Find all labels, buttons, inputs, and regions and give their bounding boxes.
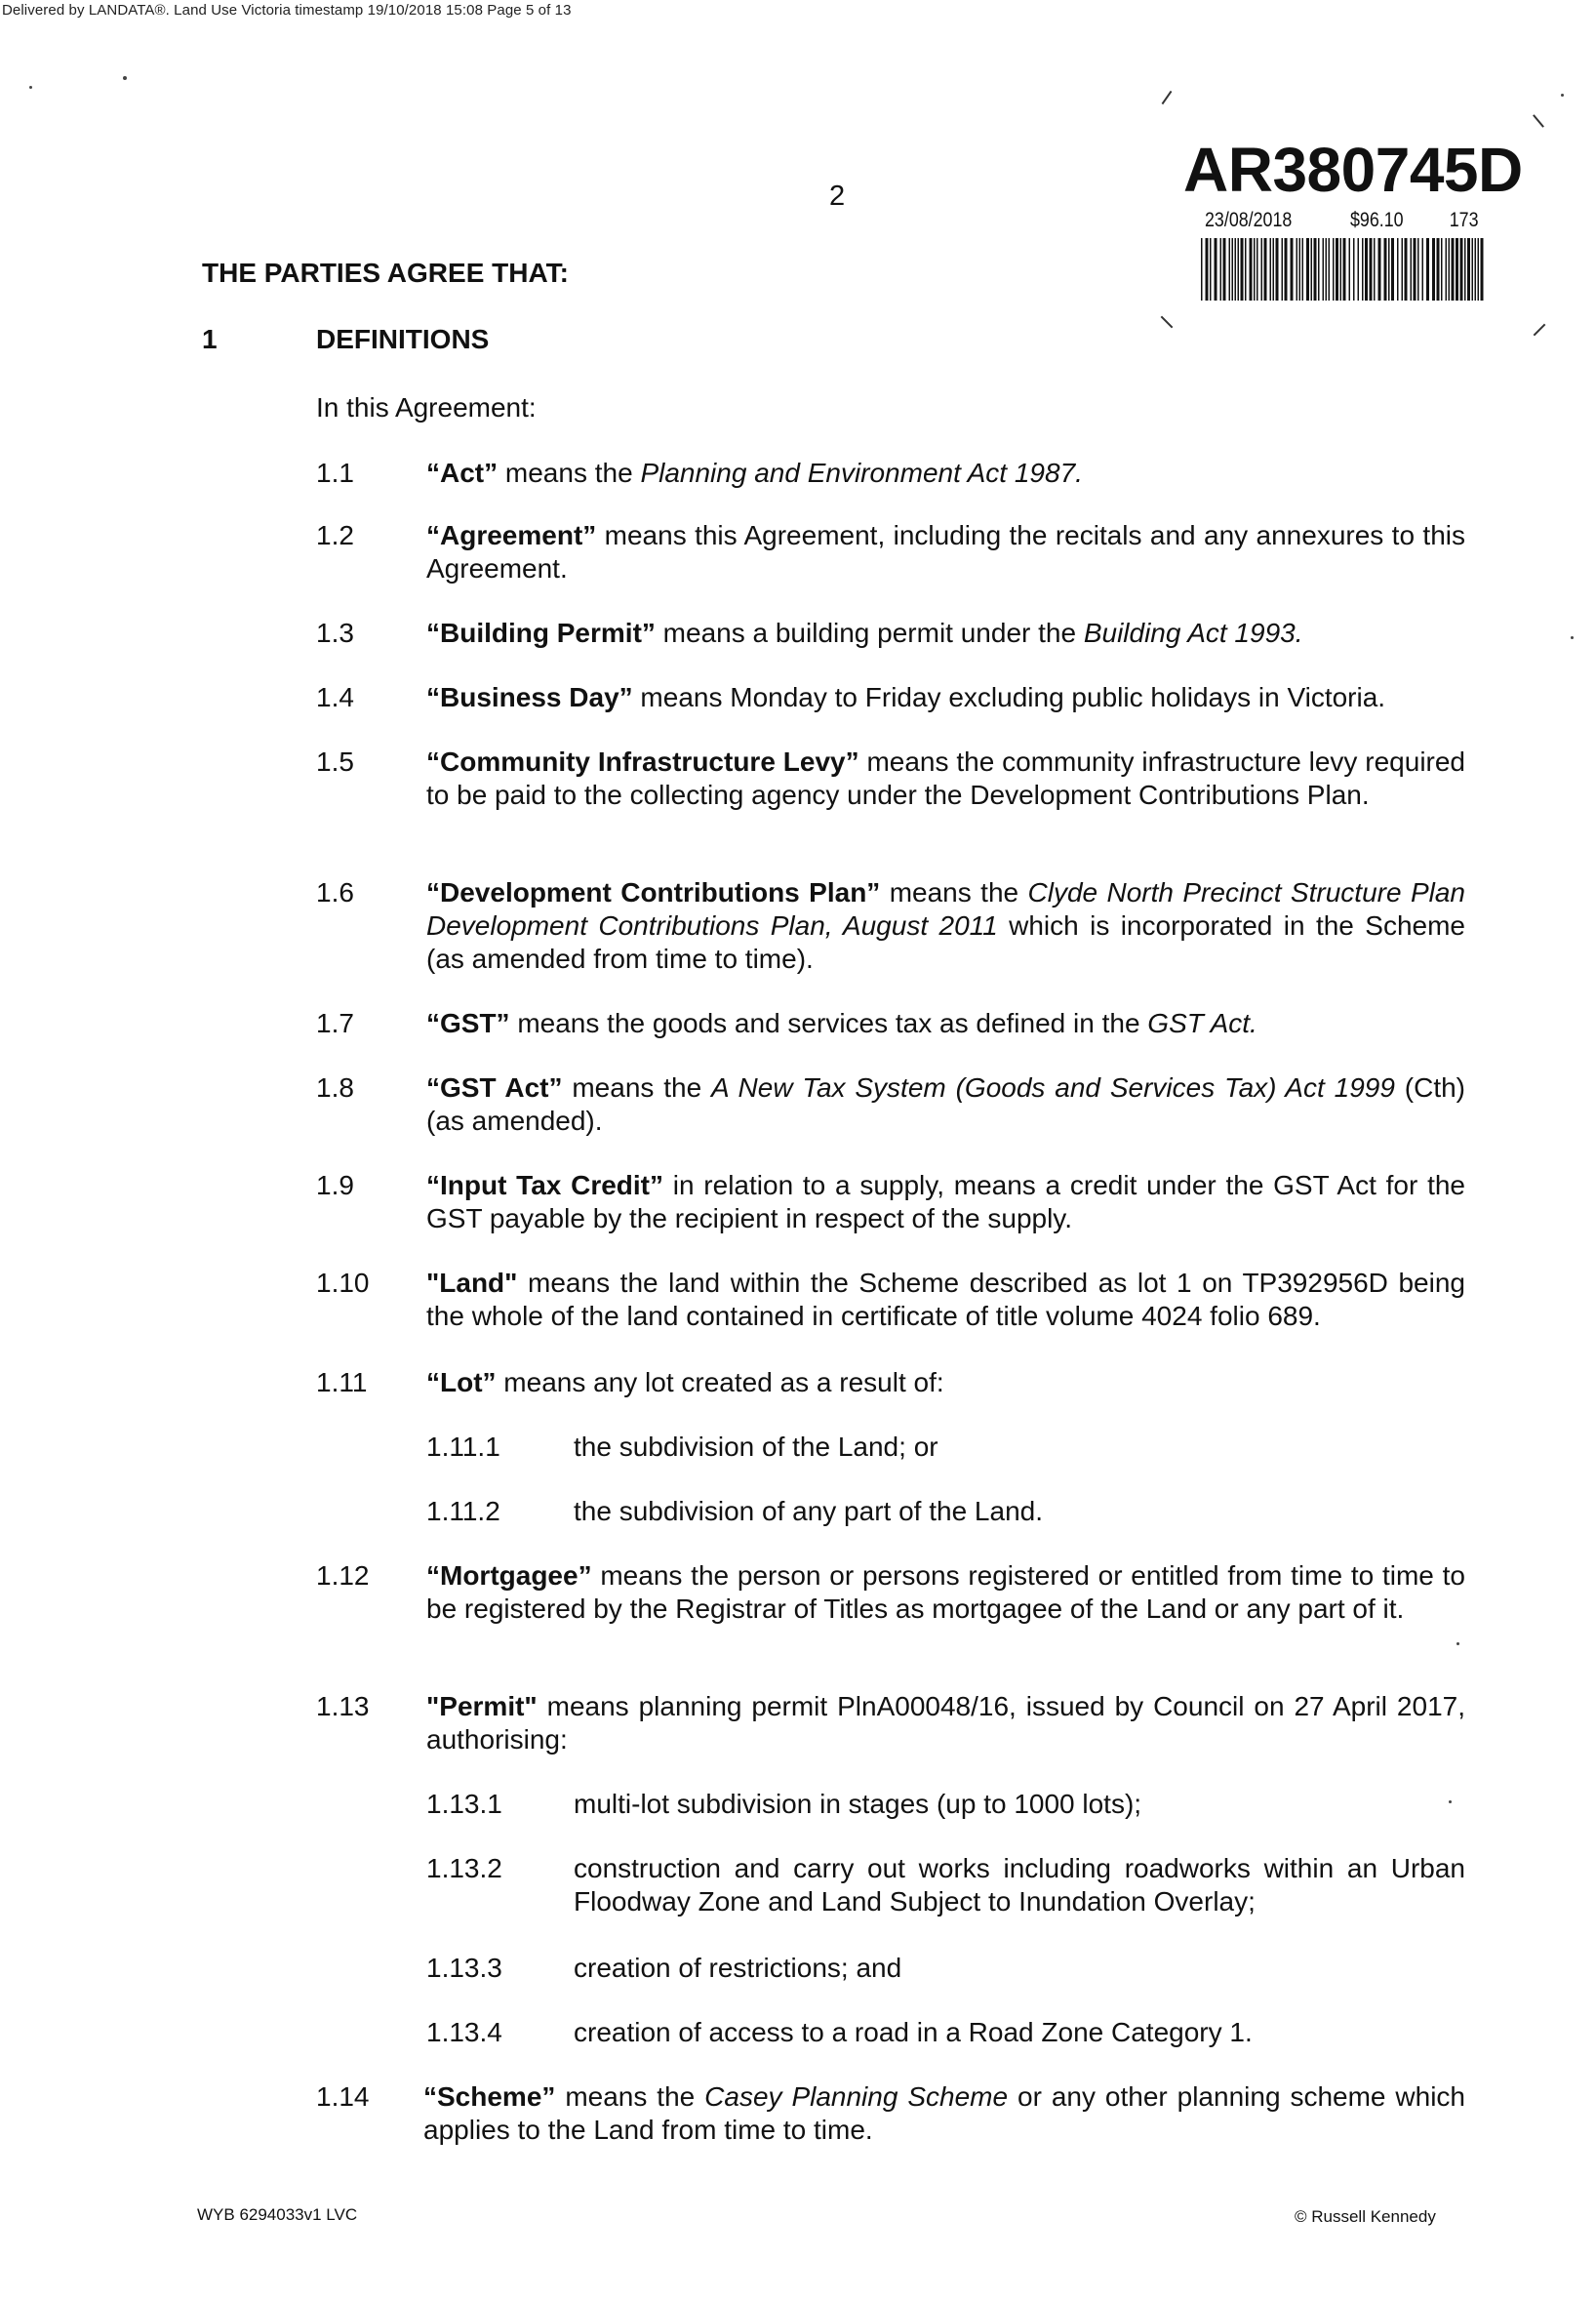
dealing-date: 23/08/2018 [1205,209,1293,231]
clause-number: 1.11.1 [426,1432,500,1462]
barcode-bar [1245,238,1247,301]
barcode-bar [1391,238,1394,301]
clause-number: 1.13.4 [426,2017,502,2047]
clause-text: “Business Day” means Monday to Friday excluding public holidays in Victoria. [426,682,1386,712]
barcode-bar [1446,238,1448,301]
barcode-bar [1432,238,1435,301]
clause-text: “Community Infrastructure Levy” means the community infrastructure levy required to be paid to the collecting agency under the Development Contributions Plan. [426,746,1466,810]
barcode-bar [1449,238,1451,301]
footer-doc-ref: WYB 6294033v1 LVC [197,2205,358,2224]
scan-speck [1449,1800,1452,1803]
clause-text: "Permit" means planning permit PlnA00048/16, issued by Council on 27 April 2017, authorising: [426,1691,1465,1755]
section-number: 1 [202,324,218,354]
barcode-bar [1229,238,1231,301]
barcode-bar [1318,238,1320,301]
clause-text: “Lot” means any lot created as a result of: [426,1367,944,1397]
barcode-bar [1349,238,1351,301]
clause-number: 1.13.3 [426,1953,502,1983]
barcode-bar [1441,238,1443,301]
barcode-bar [1411,238,1413,301]
clause-number: 1.12 [316,1560,370,1591]
scan-mark [1162,91,1173,104]
barcode-bar [1370,238,1373,301]
dealing-code: 173 [1449,209,1479,231]
barcode-bar [1285,238,1288,301]
barcode-bar [1378,238,1381,301]
barcode-bar [1250,238,1253,301]
clause-text: “Input Tax Credit” in relation to a supply, means a credit under the GST Act for the GST payable by the recipient in respect of the supply. [426,1170,1465,1233]
barcode-bar [1270,238,1272,301]
clause-number: 1.11 [316,1367,368,1397]
clause-number: 1.4 [316,682,354,712]
barcode-bar [1460,238,1463,301]
clause-text: “Development Contributions Plan” means the Clyde North Precinct Structure Plan Development Contributions Plan, August 2011 which is incorporated in the Scheme (as amended from time to time). [426,877,1465,974]
barcode-bar [1311,238,1313,301]
barcode-bar [1273,238,1275,301]
barcode-bar [1302,238,1304,301]
scan-speck [123,76,127,80]
clause-number: 1.13.2 [426,1853,502,1883]
section-title: DEFINITIONS [316,324,490,354]
clause-text: construction and carry out works including roadworks within an Urban Floodway Zone and Land Subject to Inundation Overlay; [574,1853,1465,1917]
scan-speck [1456,1642,1459,1645]
barcode-bar [1297,238,1298,301]
clause-text: the subdivision of any part of the Land. [574,1496,1043,1526]
clause-number: 1.3 [316,618,354,648]
barcode-bar [1422,238,1424,301]
barcode-bar [1405,238,1408,301]
barcode-bar [1388,238,1390,301]
barcode-bar [1353,238,1355,301]
barcode-bar [1306,238,1309,301]
agree-heading: THE PARTIES AGREE THAT: [202,258,569,288]
barcode-bar [1417,238,1419,301]
barcode-bar [1365,238,1368,301]
barcode-bar [1472,238,1474,301]
barcode-bar [1299,238,1301,301]
barcode-icon [1197,238,1490,301]
barcode-bar [1241,238,1244,301]
barcode-bar [1478,238,1480,301]
clause-number: 1.7 [316,1008,354,1038]
clause-text: “Act” means the Planning and Environment Act 1987. [426,458,1083,488]
scan-speck [1571,636,1574,639]
clause-text: “GST Act” means the A New Tax System (Goods and Services Tax) Act 1999 (Cth) (as amended). [426,1072,1465,1136]
barcode-bar [1374,238,1376,301]
clause-text: "Land" means the land within the Scheme described as lot 1 on TP392956D being the whole of the land contained in certificate of title volume 4024 folio 689. [426,1268,1465,1331]
clause-number: 1.14 [316,2081,370,2112]
intro-text: In this Agreement: [316,392,537,423]
clause-number: 1.9 [316,1170,354,1200]
clause-number: 1.1 [316,458,354,488]
barcode-bar [1223,238,1226,301]
barcode-bar [1291,238,1294,301]
clause-text: creation of restrictions; and [574,1953,902,1983]
delivery-stamp: Delivered by LANDATA®. Land Use Victoria timestamp 19/10/2018 15:08 Page 5 of 13 [2,2,572,19]
barcode-bar [1201,238,1203,301]
dealing-stamp [1176,135,1527,301]
barcode-bar [1261,238,1263,301]
barcode-bar [1314,238,1317,301]
barcode-bar [1475,238,1477,301]
barcode-bar [1232,238,1234,301]
clause-number: 1.6 [316,877,354,908]
barcode-bar [1414,238,1416,301]
scan-mark [1534,324,1546,337]
clause-text: “Agreement” means this Agreement, including the recitals and any annexures to this Agreement. [426,520,1465,584]
clause-number: 1.5 [316,746,354,777]
clause-number: 1.11.2 [426,1496,500,1526]
barcode-bar [1358,238,1360,301]
barcode-bar [1329,238,1331,301]
scan-mark [1161,316,1174,329]
clause-text: “Building Permit” means a building permit under the Building Act 1993. [426,618,1303,648]
scan-mark [1533,114,1544,128]
barcode-bar [1481,238,1484,301]
scan-speck [1561,94,1564,97]
barcode-bar [1215,238,1217,301]
barcode-bar [1340,238,1342,301]
barcode-bar [1235,238,1237,301]
clause-number: 1.8 [316,1072,354,1103]
dealing-fee: $96.10 [1349,209,1404,231]
barcode-bar [1456,238,1458,301]
clause-number: 1.10 [316,1268,370,1298]
barcode-bar [1467,238,1470,301]
barcode-bar [1238,238,1240,301]
barcode-bar [1397,238,1399,301]
clause-number: 1.13.1 [426,1789,502,1819]
clause-number: 1.2 [316,520,354,550]
barcode-bar [1437,238,1440,301]
barcode-bar [1276,238,1279,301]
barcode-bar [1323,238,1325,301]
barcode-bar [1326,238,1328,301]
clause-text: creation of access to a road in a Road Zone Category 1. [574,2017,1253,2047]
dealing-meta [1205,209,1479,232]
barcode-bar [1282,238,1284,301]
barcode-bar [1210,238,1212,301]
barcode-bar [1220,238,1222,301]
barcode-bar [1402,238,1404,301]
clause-text: multi-lot subdivision in stages (up to 1000 lots); [574,1789,1142,1819]
barcode-bar [1464,238,1466,301]
dealing-number: AR380745D [1183,135,1523,205]
barcode-bar [1206,238,1209,301]
barcode-bar [1384,238,1387,301]
page-number: 2 [829,181,846,212]
clause-number: 1.13 [316,1691,370,1721]
barcode-bar [1426,238,1429,301]
barcode-bar [1362,238,1364,301]
barcode-bar [1336,238,1338,301]
clause-text: “Scheme” means the Casey Planning Scheme or any other planning scheme which applies to the Land from time to time. [423,2081,1465,2145]
clause-text: the subdivision of the Land; or [574,1432,938,1462]
scan-speck [29,86,32,89]
barcode-bar [1264,238,1267,301]
barcode-bar [1333,238,1335,301]
clause-text: “Mortgagee” means the person or persons registered or entitled from time to time to be registered by the Registrar of Titles as mortgagee of the Land or any part of it. [426,1560,1465,1624]
barcode-bar [1254,238,1256,301]
clause-text: “GST” means the goods and services tax as defined in the GST Act. [426,1008,1257,1038]
barcode-bar [1257,238,1258,301]
barcode-bar [1343,238,1346,301]
footer-copyright: © Russell Kennedy [1295,2207,1436,2226]
barcode-bar [1452,238,1455,301]
